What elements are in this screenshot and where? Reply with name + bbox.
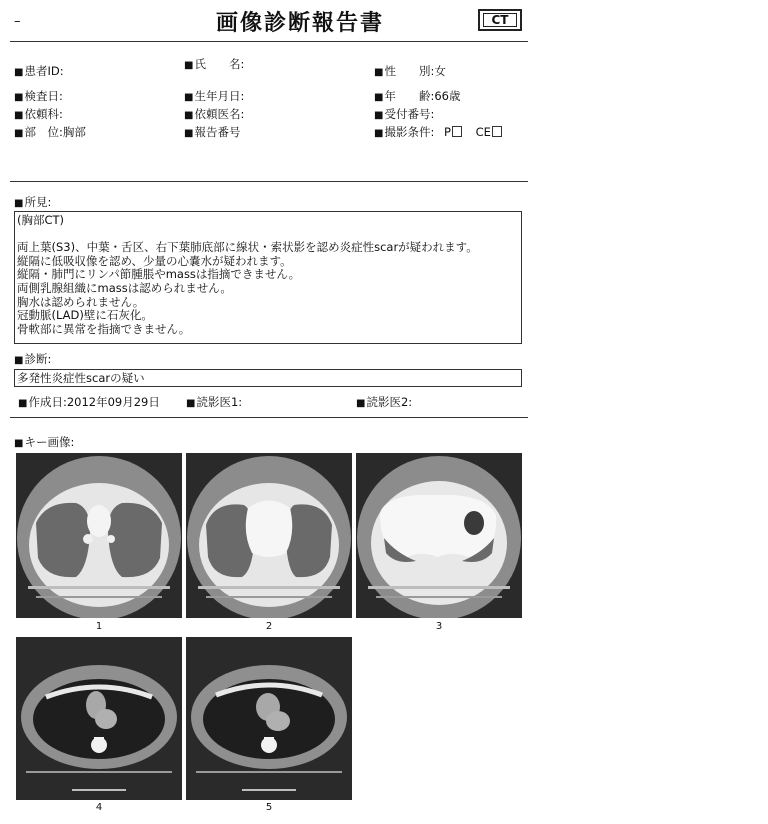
findings-line: 両側乳腺組織にmassは認められません。: [17, 280, 232, 295]
created-date-field: [18, 394, 160, 410]
modality-label: CT: [491, 13, 509, 27]
findings-line: 縦隔・肺門にリンパ節腫脹やmassは指摘できません。: [17, 267, 301, 282]
ct-image-1-caption: 1: [95, 621, 103, 632]
ct-image-4[interactable]: [16, 637, 182, 800]
ct-image-5-caption: 5: [265, 802, 273, 813]
age-label: ■ 年 齢:: [374, 89, 434, 103]
header-rule: [10, 41, 528, 42]
created-date-label: ■ 作成日:: [18, 395, 67, 409]
findings-box: [14, 211, 522, 344]
reader2-label: ■ 読影医2:: [356, 394, 412, 410]
ct-image-4-caption: 4: [95, 802, 103, 813]
condition-ce-label: CE: [475, 125, 491, 139]
patient-info-rule: [10, 181, 528, 182]
requesting-doctor-label: ■ 依頼医名:: [184, 106, 244, 122]
condition-ce-checkbox[interactable]: [492, 126, 502, 137]
created-date-value: 2012年09月29日: [66, 395, 160, 409]
findings-section-label: ■ 所見:: [14, 194, 51, 210]
condition-p-label: P: [443, 125, 451, 139]
name-label: ■ 氏 名:: [184, 56, 244, 72]
diagnosis-text: 多発性炎症性scarの疑い: [17, 371, 145, 385]
dept-label: ■ 依頼科:: [14, 106, 63, 122]
modality-badge: [478, 9, 522, 31]
dob-label: ■ 生年月日:: [184, 88, 244, 104]
site-label: ■ 部 位:: [14, 125, 63, 139]
exam-date-label: ■ 検査日:: [14, 88, 63, 104]
report-number-label: ■ 報告番号: [184, 124, 240, 140]
sex-value: 女: [434, 64, 446, 78]
reception-number-label: ■ 受付番号:: [374, 106, 434, 122]
ct-image-5[interactable]: [186, 637, 352, 800]
site-field: [14, 124, 86, 140]
findings-line: 冠動脈(LAD)壁に石灰化。: [17, 308, 153, 323]
findings-line: (胸部CT): [17, 213, 65, 227]
sex-label: ■ 性 別:: [374, 64, 434, 78]
age-field: [374, 88, 460, 104]
diagnosis-section-label: ■ 診断:: [14, 351, 51, 367]
key-images-section-label: ■ キー画像:: [14, 434, 74, 450]
diagnosis-box: [14, 369, 522, 387]
condition-p-checkbox[interactable]: [452, 126, 462, 137]
site-value: 胸部: [62, 125, 86, 139]
findings-line: [15, 228, 521, 242]
imaging-conditions-field: [374, 124, 502, 140]
footer-rule: [10, 417, 528, 418]
imaging-conditions-label: ■ 撮影条件:: [374, 125, 434, 139]
findings-line: 縦隔に低吸収像を認め、少量の心嚢水が疑われます。: [17, 253, 292, 268]
findings-line: 胸水は認められません。: [17, 294, 145, 309]
modality-badge-inner-border: [483, 13, 517, 27]
age-value: 66歳: [434, 89, 461, 103]
ct-image-3[interactable]: [356, 453, 522, 618]
findings-line: 骨軟部に異常を指摘できません。: [17, 321, 191, 336]
findings-line: 両上葉(S3)、中葉・舌区、右下葉肺底部に線状・索状影を認め炎症性scarが疑われます。: [17, 240, 478, 255]
ct-image-2[interactable]: [186, 453, 352, 618]
patient-id-label: ■ 患者ID:: [14, 63, 64, 79]
sex-field: [374, 63, 446, 79]
ct-image-2-caption: 2: [265, 621, 273, 632]
reader1-label: ■ 読影医1:: [186, 394, 242, 410]
ct-image-1[interactable]: [16, 453, 182, 618]
header-dash: –: [14, 14, 21, 29]
ct-image-3-caption: 3: [435, 621, 443, 632]
report-title: 画像診断報告書: [215, 11, 384, 36]
